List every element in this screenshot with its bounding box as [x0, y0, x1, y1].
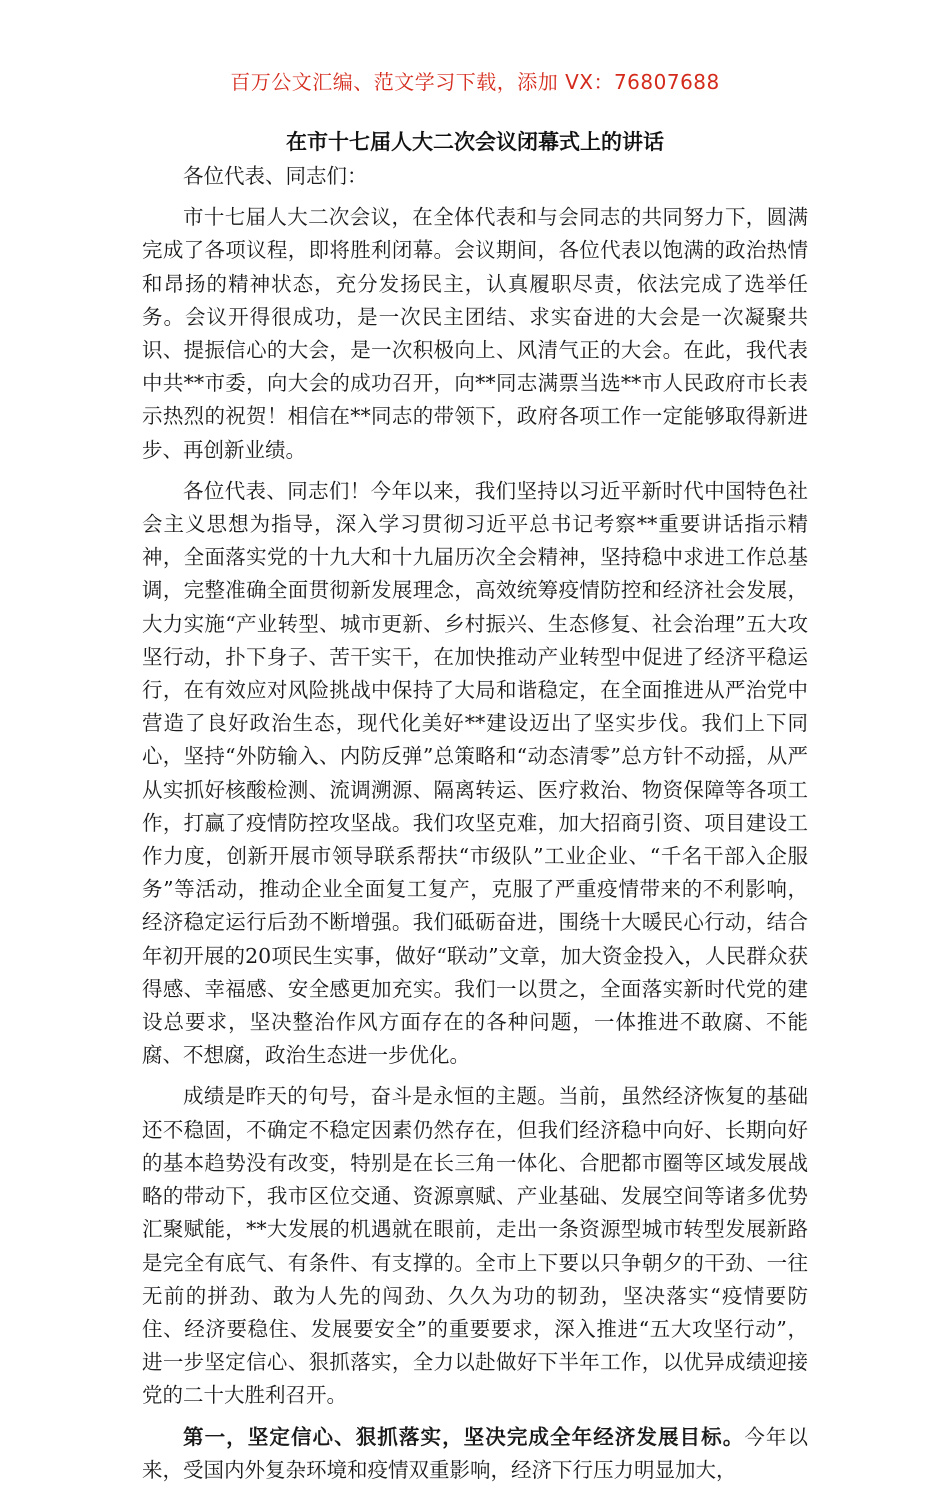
document-title: 在市十七届人大二次会议闭幕式上的讲话 [286, 130, 664, 154]
paragraph-4 [142, 1421, 808, 1487]
header-note: 百万公文汇编、范文学习下载，添加 VX：76807688 [230, 70, 720, 94]
paragraph-1: 市十七届人大二次会议，在全体代表和与会同志的共同努力下，圆满完成了各项议程，即将胜利闭幕。会议期间，各位代表以饱满的政治热情和昂扬的精神状态，充分发扬民主，认真履职尽责，依法完成了选举任务。会议开得很成功，是一次民主团结、求实奋进的大会是一次凝聚共识、提振信心的大会，是一次积极向上、风清气正的大会。在此，我代表中共**市委，向大会的成功召开，向**同志满票当选**市人民政府市长表示热烈的祝贺！相信在**同志的带领下，政府各项工作一定能够取得新进步、再创新业绩。 [142, 205, 808, 462]
document-body [142, 160, 808, 1495]
salutation: 各位代表、同志们： [183, 164, 368, 188]
paragraph-4-lead: 第一，坚定信心、狠抓落实，坚决完成全年经济发展目标。 [183, 1424, 745, 1449]
paragraph-4-text: 今年以来，受国内外复杂环境和疫情双重影响，经济下行压力明显加大， [142, 1424, 809, 1482]
paragraph-3: 成绩是昨天的句号，奋斗是永恒的主题。当前，虽然经济恢复的基础还不稳固，不确定不稳定因素仍然存在，但我们经济稳中向好、长期向好的基本趋势没有改变，特别是在长三角一体化、合肥都市圈等区域发展战略的带动下，我市区位交通、资源禀赋、产业基础、发展空间等诸多优势汇聚赋能，**大发展的机遇就在眼前，走出一条资源型城市转型发展新路是完全有底气、有条件、有支撑的。全市上下要以只争朝夕的干劲、一往无前的拼劲、敢为人先的闯劲、久久为功的韧劲，坚决落实“疫情要防住、经济要稳住、发展要安全”的重要要求，深入推进“五大攻坚行动”，进一步坚定信心、狠抓落实，全力以赴做好下半年工作，以优异成绩迎接党的二十大胜利召开。 [142, 1084, 808, 1408]
paragraph-2: 各位代表、同志们！今年以来，我们坚持以习近平新时代中国特色社会主义思想为指导，深入学习贯彻习近平总书记考察**重要讲话指示精神，全面落实党的十九大和十九届历次全会精神，坚持稳中求进工作总基调，完整准确全面贯彻新发展理念，高效统筹疫情防控和经济社会发展，大力实施“产业转型、城市更新、乡村振兴、生态修复、社会治理”五大攻坚行动，扑下身子、苦干实干，在加快推动产业转型中促进了经济平稳运行，在有效应对风险挑战中保持了大局和谐稳定，在全面推进从严治党中营造了良好政治生态，现代化美好**建设迈出了坚实步伐。我们上下同心，坚持“外防输入、内防反弹”总策略和“动态清零”总方针不动摇，从严从实抓好核酸检测、流调溯源、隔离转运、医疗救治、物资保障等各项工作，打赢了疫情防控攻坚战。我们攻坚克难，加大招商引资、项目建设工作力度，创新开展市领导联系帮扶“市级队”工业企业、“千名干部入企服务”等活动，推动企业全面复工复产，克服了严重疫情带来的不利影响，经济稳定运行后劲不断增强。我们砥砺奋进，围绕十大暖民心行动，结合年初开展的20项民生实事，做好“联动”文章，加大资金投入，人民群众获得感、幸福感、安全感更加充实。我们一以贯之，全面落实新时代党的建设总要求，坚决整治作风方面存在的各种问题，一体推进不敢腐、不能腐、不想腐，政治生态进一步优化。 [142, 478, 808, 1068]
